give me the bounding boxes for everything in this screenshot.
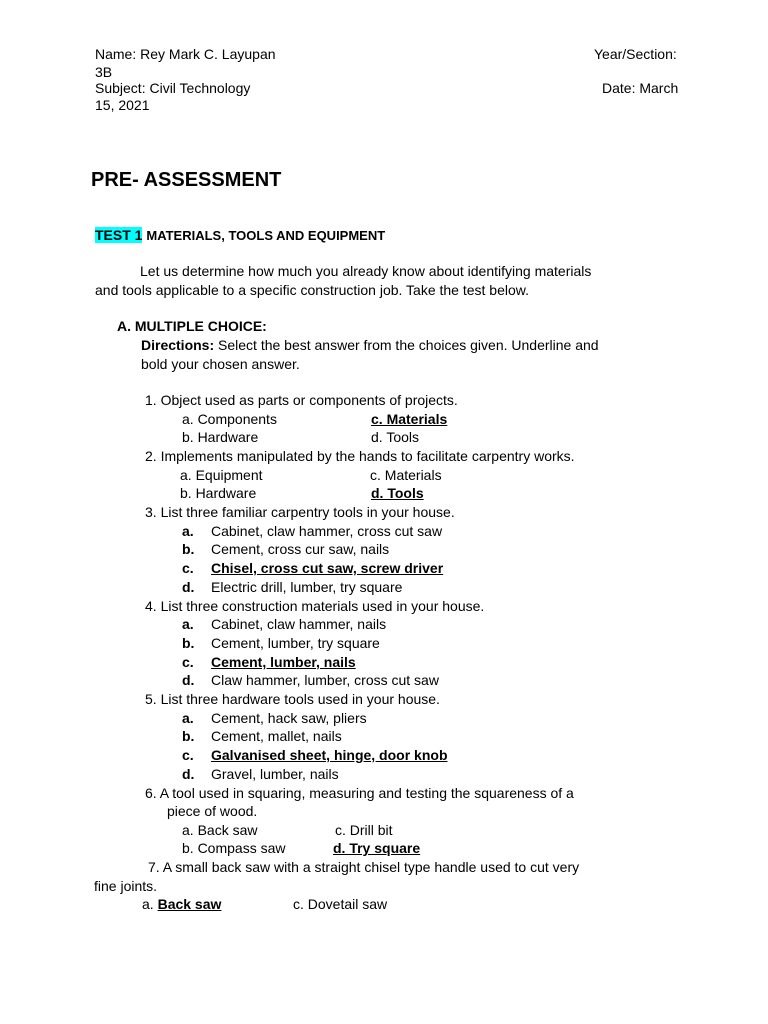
q4-choice-d: Claw hammer, lumber, cross cut saw	[211, 672, 439, 688]
q3-choice-d: Electric drill, lumber, try square	[211, 579, 403, 595]
section-heading: A. MULTIPLE CHOICE:	[117, 318, 267, 334]
q3-letter-d: d.	[182, 579, 195, 595]
q2-choice-a: a. Equipment	[180, 467, 263, 483]
question-5: 5. List three hardware tools used in your house.	[145, 691, 440, 707]
q4-choice-c: Cement, lumber, nails	[211, 654, 356, 670]
question-4: 4. List three construction materials used in your house.	[145, 598, 485, 614]
q5-choice-d: Gravel, lumber, nails	[211, 766, 339, 782]
year-section-value: 3B	[95, 64, 113, 80]
test-title: MATERIALS, TOOLS AND EQUIPMENT	[146, 228, 386, 243]
question-7-line-1: 7. A small back saw with a straight chisel type handle used to cut very	[148, 859, 580, 875]
student-name: Name: Rey Mark C. Layupan	[95, 46, 276, 62]
intro-line-1: Let us determine how much you already know about identifying materials	[140, 263, 592, 279]
q3-choice-b: Cement, cross cur saw, nails	[211, 541, 390, 557]
question-6-line-2: piece of wood.	[167, 803, 258, 819]
q5-letter-a: a.	[182, 710, 194, 726]
q5-letter-c: c.	[182, 747, 194, 763]
q4-choice-b: Cement, lumber, try square	[211, 635, 380, 651]
year-section-label: Year/Section:	[594, 46, 677, 62]
q2-choice-b: b. Hardware	[180, 485, 257, 501]
q1-choice-c: c. Materials	[371, 411, 448, 427]
q6-choice-b: b. Compass saw	[182, 840, 286, 856]
q6-choice-a: a. Back saw	[182, 822, 258, 838]
q5-choice-a: Cement, hack saw, pliers	[211, 710, 367, 726]
q1-choice-d: d. Tools	[371, 429, 419, 445]
question-2: 2. Implements manipulated by the hands to facilitate carpentry works.	[145, 448, 575, 464]
test-label: TEST 1	[95, 227, 143, 243]
q5-choice-c: Galvanised sheet, hinge, door knob	[211, 747, 448, 763]
q3-letter-c: c.	[182, 560, 194, 576]
date-continued: 15, 2021	[95, 97, 150, 113]
q4-choice-a: Cabinet, claw hammer, nails	[211, 616, 387, 632]
question-7-line-2: fine joints.	[94, 878, 158, 894]
q7-choice-c: c. Dovetail saw	[293, 896, 388, 912]
q5-letter-d: d.	[182, 766, 195, 782]
q3-choice-c: Chisel, cross cut saw, screw driver	[211, 560, 444, 576]
directions-line-2: bold your chosen answer.	[141, 356, 300, 372]
q5-letter-b: b.	[182, 728, 195, 744]
directions-text: Select the best answer from the choices given. Underline and	[214, 337, 599, 353]
question-1: 1. Object used as parts or components of projects.	[145, 392, 458, 408]
question-3: 3. List three familiar carpentry tools in your house.	[145, 504, 455, 520]
page-title: PRE- ASSESSMENT	[91, 169, 282, 191]
q7-answer-a: Back saw	[157, 896, 222, 912]
q7-choice-a	[142, 895, 221, 913]
q1-choice-b: b. Hardware	[182, 429, 259, 445]
q7-letter-a: a.	[142, 896, 158, 912]
intro-line-2: and tools applicable to a specific construction job. Take the test below.	[95, 282, 530, 298]
q6-choice-c: c. Drill bit	[335, 822, 393, 838]
directions-line-1	[141, 336, 599, 354]
subject: Subject: Civil Technology	[95, 80, 251, 96]
q3-letter-b: b.	[182, 541, 195, 557]
q4-letter-b: b.	[182, 635, 195, 651]
q3-letter-a: a.	[182, 523, 194, 539]
q3-choice-a: Cabinet, claw hammer, cross cut saw	[211, 523, 443, 539]
q4-letter-c: c.	[182, 654, 194, 670]
test-heading	[95, 226, 385, 245]
q5-choice-b: Cement, mallet, nails	[211, 728, 342, 744]
q1-choice-a: a. Components	[182, 411, 277, 427]
q2-choice-d: d. Tools	[371, 485, 424, 501]
question-6-line-1: 6. A tool used in squaring, measuring and testing the squareness of a	[145, 785, 574, 801]
q4-letter-d: d.	[182, 672, 195, 688]
directions-label: Directions:	[141, 337, 215, 353]
q2-choice-c: c. Materials	[370, 467, 442, 483]
q4-letter-a: a.	[182, 616, 194, 632]
q6-choice-d: d. Try square	[333, 840, 421, 856]
date-label: Date: March	[602, 80, 679, 96]
